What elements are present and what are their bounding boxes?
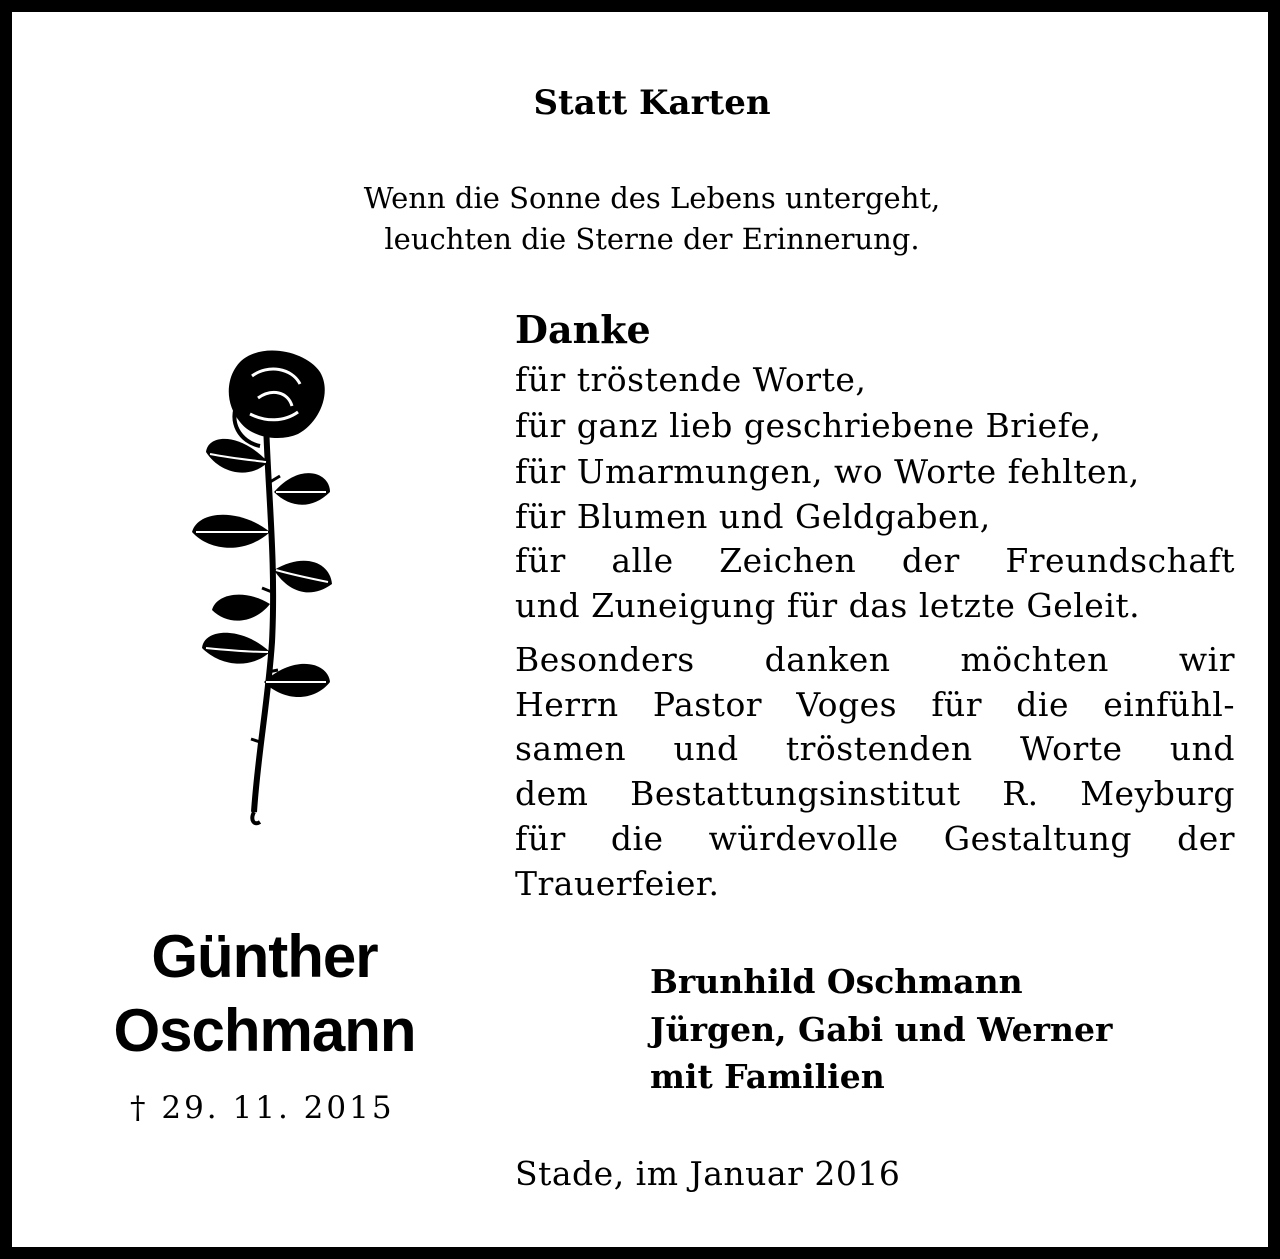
- thanks-line: für ganz lieb geschriebene Briefe,: [515, 406, 1102, 445]
- thanks-title: Danke: [515, 307, 651, 352]
- special-thanks-line: Trauerfeier.: [515, 864, 720, 903]
- special-thanks-line: samen und tröstenden Worte und: [515, 729, 1235, 768]
- special-thanks-line: dem Bestattungsinstitut R. Meyburg: [515, 774, 1235, 813]
- thanks-line: für Umarmungen, wo Worte fehlten,: [515, 452, 1140, 491]
- deceased-first-name: Günther: [151, 923, 378, 990]
- rose-icon: [180, 342, 340, 832]
- signatory-line: Jürgen, Gabi und Werner: [650, 1010, 1113, 1049]
- deceased-last-name: Oschmann: [113, 997, 416, 1064]
- special-thanks-line: Herrn Pastor Voges für die einfühl-: [515, 685, 1235, 724]
- special-thanks-line: Besonders danken möchten wir: [515, 640, 1235, 679]
- special-thanks-line: für die würdevolle Gestaltung der: [515, 819, 1235, 858]
- signatory-line: Brunhild Oschmann: [650, 962, 1023, 1001]
- place-and-date: Stade, im Januar 2016: [515, 1154, 901, 1193]
- signatory-line: mit Familien: [650, 1057, 885, 1096]
- header-statt-karten: Statt Karten: [533, 83, 771, 123]
- thanks-line: für alle Zeichen der Freundschaft: [515, 541, 1235, 580]
- motto-line-1: Wenn die Sonne des Lebens untergeht,: [363, 181, 941, 215]
- motto-line-2: leuchten die Sterne der Erinnerung.: [384, 222, 920, 256]
- thanks-line: für tröstende Worte,: [515, 360, 867, 399]
- death-date: † 29. 11. 2015: [130, 1090, 395, 1126]
- thanks-line: und Zuneigung für das letzte Geleit.: [515, 586, 1141, 625]
- thanks-line: für Blumen und Geldgaben,: [515, 497, 991, 536]
